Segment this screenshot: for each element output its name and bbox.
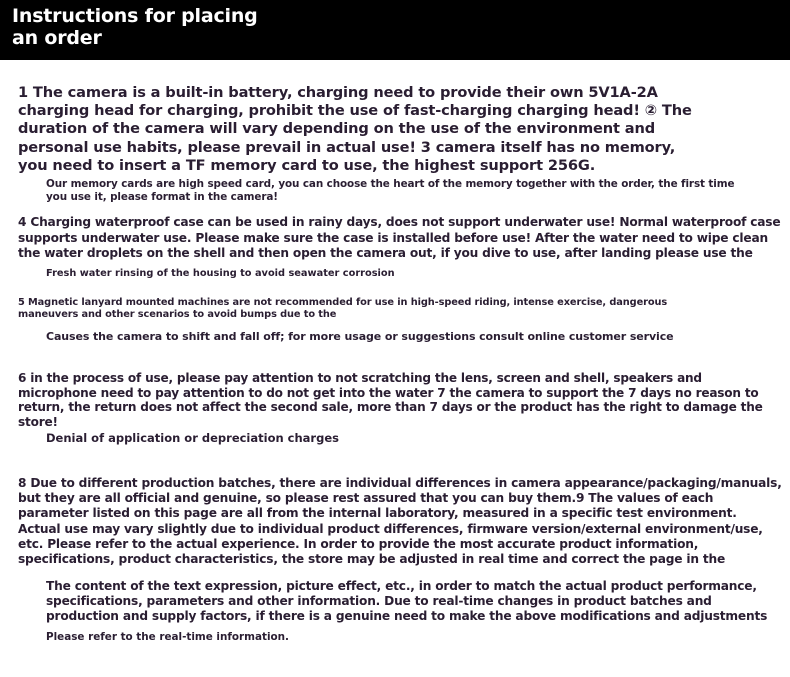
- instruction-paragraph-8: 8 Due to different production batches, there are individual differences in camera appearance/packaging/manuals, but they are all official and genuine, so please rest assured that you can buy them.9 The values of each parameter listed on this page are all from the internal laboratory, measured in a specific test environment. Actual use may vary slightly due to individual product differences, firmware version/external environment/use, etc. Please refer to the actual experience. In order to provide the most accurate product information, specifications, product characteristics, the store may be adjusted in real time and correct the page in the: [18, 476, 782, 567]
- content-expression-note: The content of the text expression, picture effect, etc., in order to match the actual product performance, specifications, parameters and other information. Due to real-time changes in product batches and production and supply factors, if there is a genuine need to make the above modifications and adjustments: [46, 579, 768, 624]
- header-bar: [0, 0, 790, 60]
- instruction-paragraph-1: 1 The camera is a built-in battery, charging need to provide their own 5V1A-2A charging head for charging, prohibit the use of fast-charging charging head! ② The duration of the camera will vary depending on the use of the environment and personal use habits, please prevail in actual use! 3 camera itself has no memory, you need to insert a TF memory card to use, the highest support 256G.: [18, 84, 692, 174]
- freshwater-rinse-note: Fresh water rinsing of the housing to avoid seawater corrosion: [46, 268, 395, 279]
- memory-card-note: Our memory cards are high speed card, you can choose the heart of the memory together with the order, the first time you use it, please format in the camera!: [46, 178, 735, 203]
- instruction-paragraph-4: 4 Charging waterproof case can be used in rainy days, does not support underwater use! Normal waterproof case supports underwater use. Please make sure the case is installed before use! After the water need to wipe clean the water droplets on the shell and then open the camera out, if you dive to use, after landing please use the: [18, 215, 781, 260]
- instruction-paragraph-6: 6 in the process of use, please pay attention to not scratching the lens, screen and shell, speakers and microphone need to pay attention to do not get into the water 7 the camera to support the 7 days no reason to return, the return does not affect the second sale, more than 7 days or the product has the right to damage the store!: [18, 371, 763, 429]
- camera-shift-note: Causes the camera to shift and fall off; for more usage or suggestions consult online customer service: [46, 330, 674, 343]
- instruction-paragraph-5: 5 Magnetic lanyard mounted machines are not recommended for use in high-speed riding, intense exercise, dangerous maneuvers and other scenarios to avoid bumps due to the: [18, 297, 668, 320]
- page-title: Instructions for placing an order: [12, 5, 258, 49]
- real-time-info-note: Please refer to the real-time information.: [46, 631, 289, 643]
- denial-note: Denial of application or depreciation charges: [46, 431, 339, 445]
